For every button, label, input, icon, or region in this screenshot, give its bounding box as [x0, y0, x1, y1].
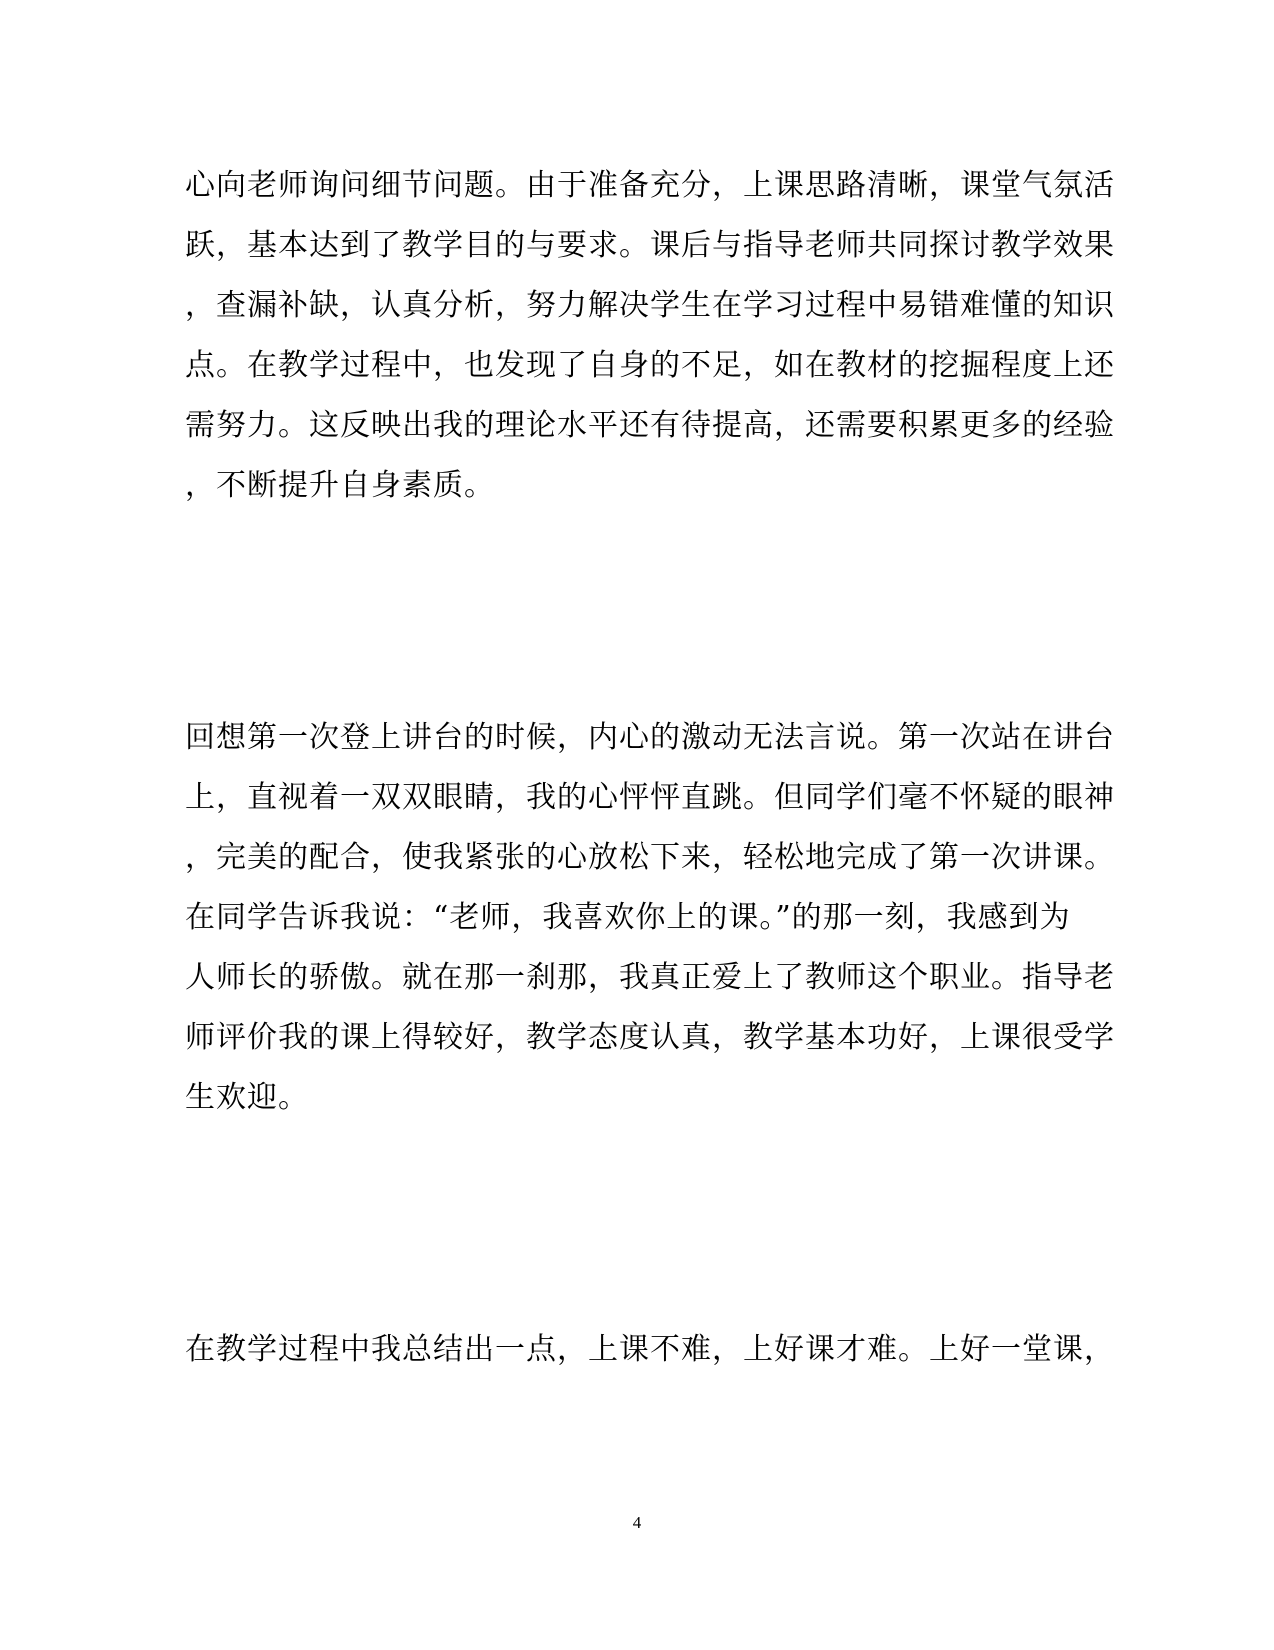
paragraph-1-line-5: 需努力。这反映出我的理论水平还有待提高，还需要积累更多的经验 [185, 408, 1115, 443]
paragraph-1-line-1: 心向老师询问细节问题。由于准备充分，上课思路清晰，课堂气氛活 [185, 168, 1115, 203]
paragraph-1-line-2: 跃，基本达到了教学目的与要求。课后与指导老师共同探讨教学效果 [185, 228, 1115, 263]
paragraph-2-line-5: 人师长的骄傲。就在那一刹那，我真正爱上了教师这个职业。指导老 [185, 960, 1115, 995]
paragraph-1-line-4: 点。在教学过程中，也发现了自身的不足，如在教材的挖掘程度上还 [185, 348, 1115, 383]
paragraph-2-line-3: ，完美的配合，使我紧张的心放松下来，轻松地完成了第一次讲课。 [185, 840, 1115, 875]
paragraph-2-line-4: 在同学告诉我说：“老师，我喜欢你上的课。”的那一刻，我感到为 [185, 900, 1071, 935]
page-number: 4 [632, 1513, 642, 1532]
paragraph-2-line-6: 师评价我的课上得较好，教学态度认真，教学基本功好，上课很受学 [185, 1020, 1115, 1055]
paragraph-3-line-1: 在教学过程中我总结出一点，上课不难，上好课才难。上好一堂课， [185, 1332, 1115, 1367]
paragraph-2-line-2: 上，直视着一双双眼睛，我的心怦怦直跳。但同学们毫不怀疑的眼神 [185, 780, 1115, 815]
paragraph-2-line-1: 回想第一次登上讲台的时候，内心的激动无法言说。第一次站在讲台 [185, 720, 1115, 755]
paragraph-1-line-6: ，不断提升自身素质。 [185, 468, 495, 503]
paragraph-1-line-3: ，查漏补缺，认真分析，努力解决学生在学习过程中易错难懂的知识 [185, 288, 1115, 323]
paragraph-2-line-7: 生欢迎。 [185, 1080, 309, 1115]
